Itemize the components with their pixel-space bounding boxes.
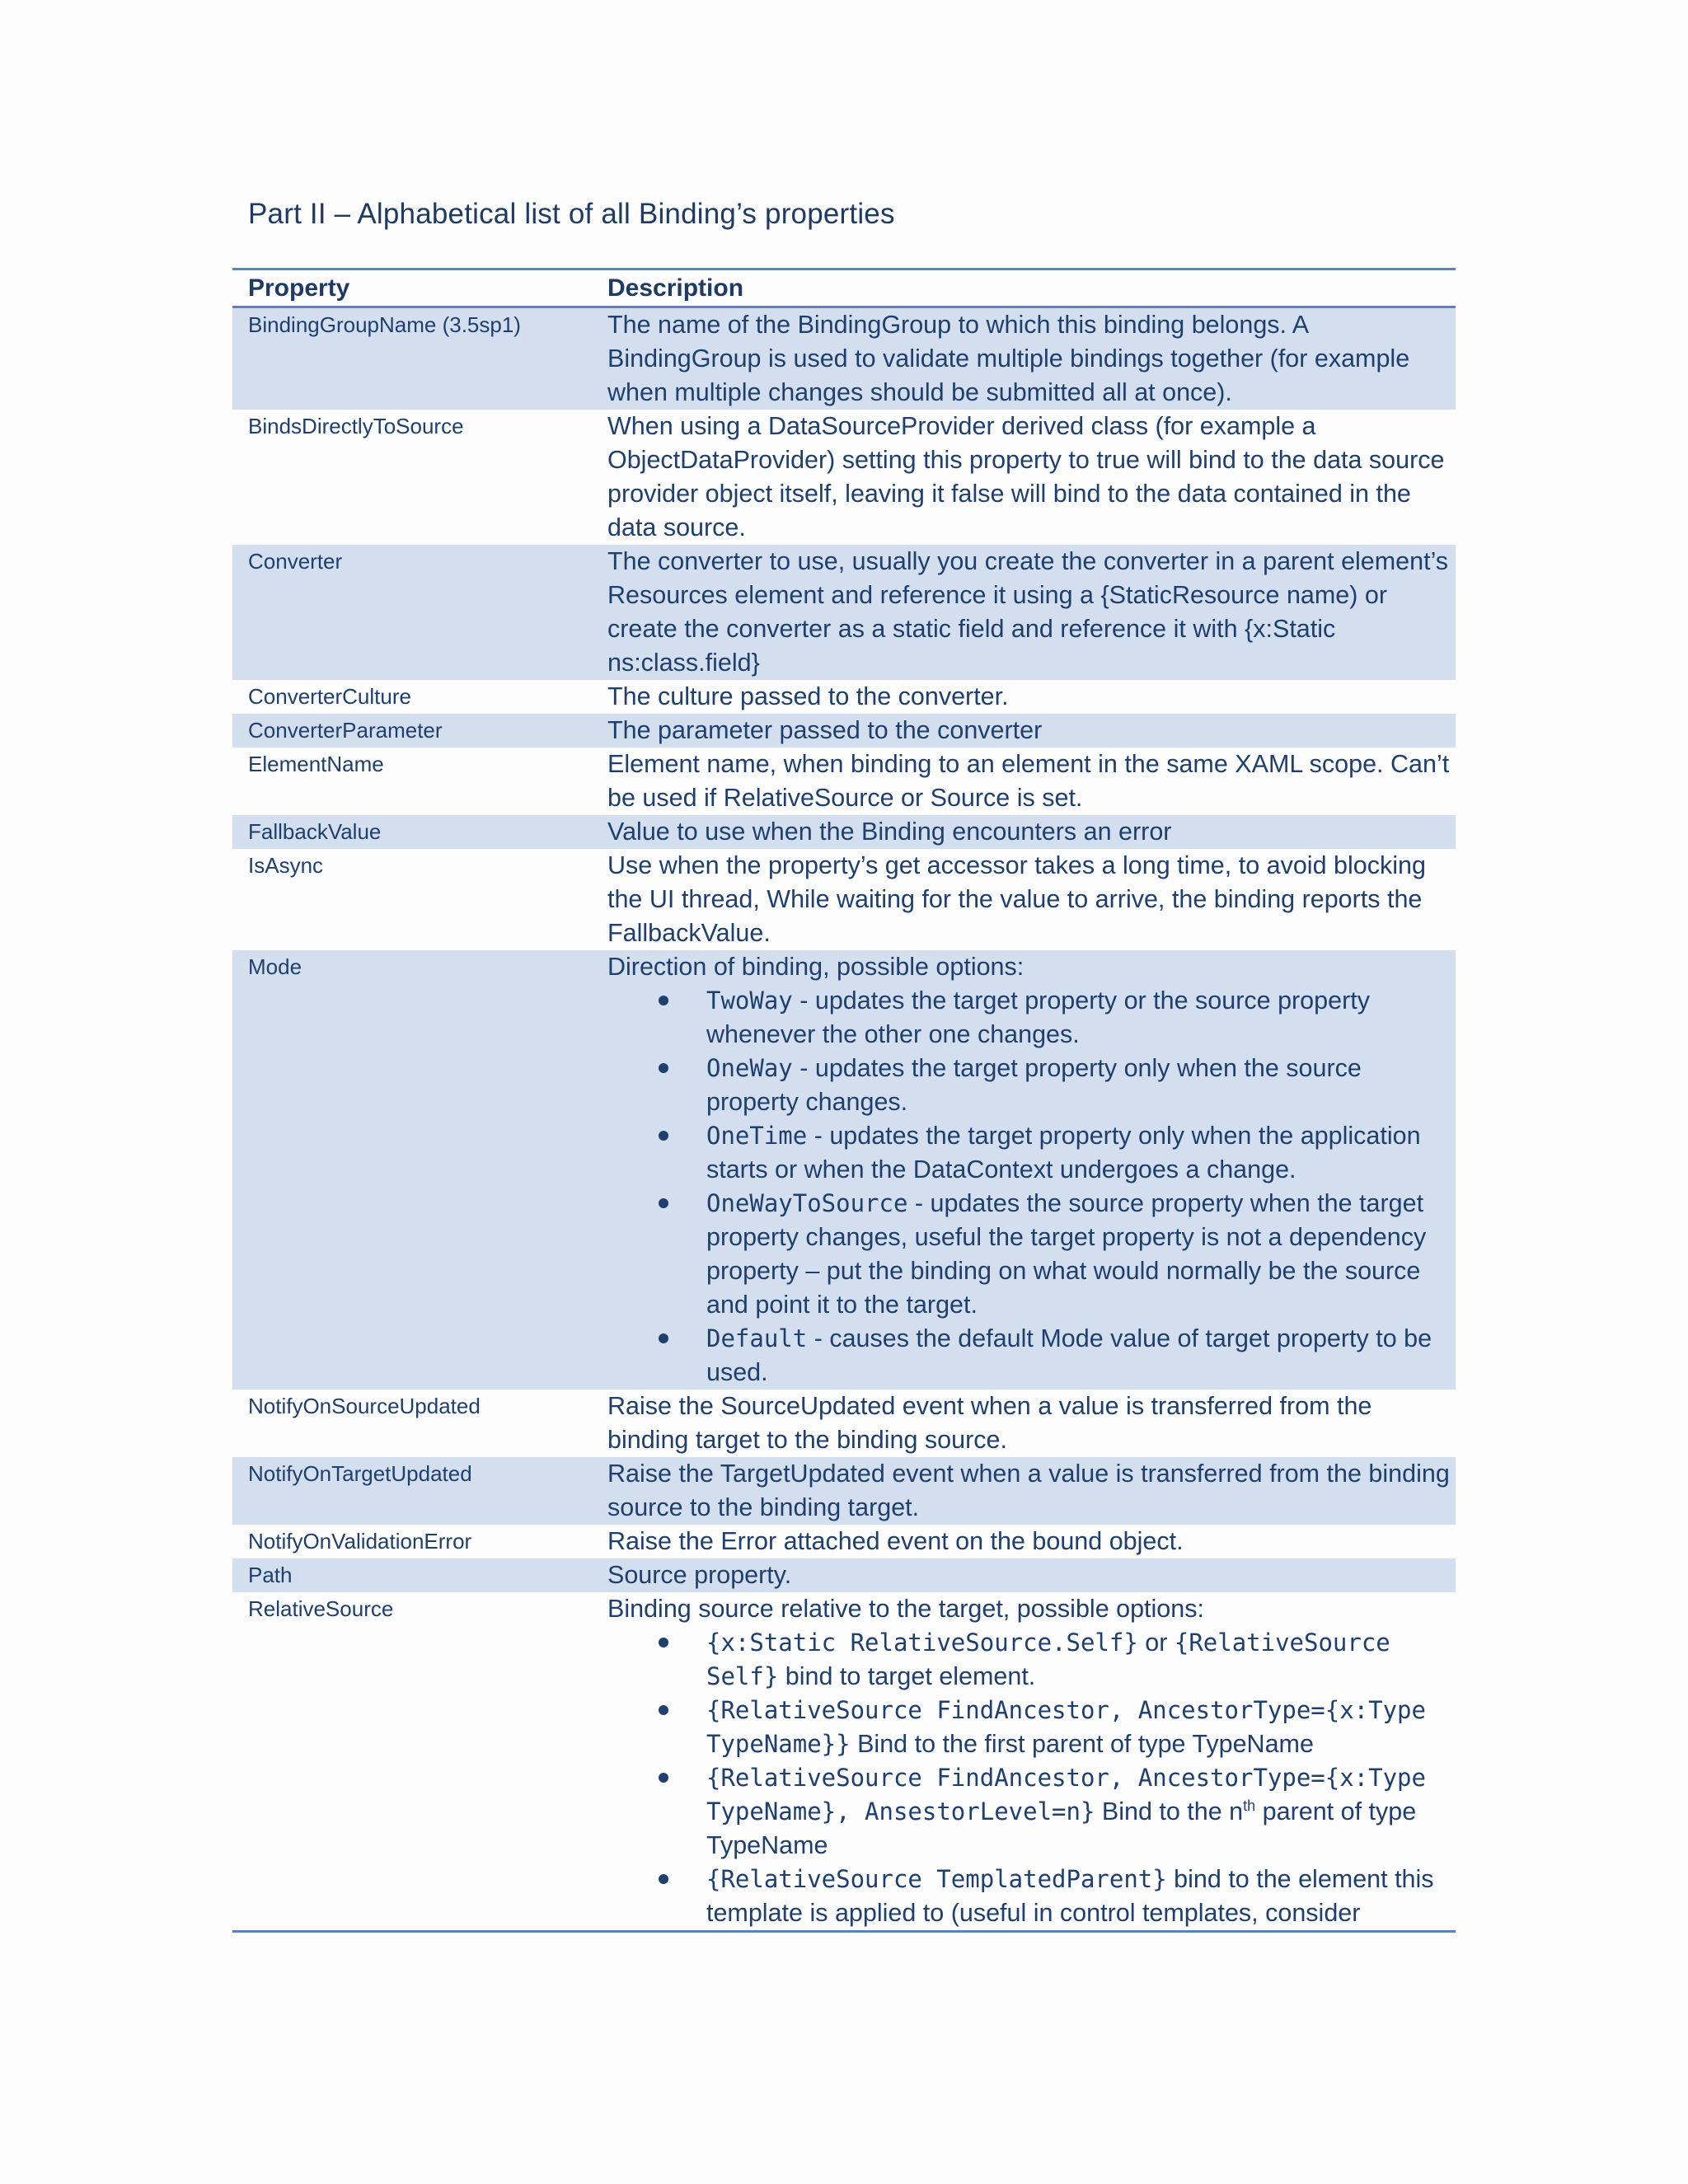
table-row <box>232 1457 1456 1525</box>
header-description: Description <box>607 274 744 302</box>
page-title: Part II – Alphabetical list of all Binding’s properties <box>248 198 895 230</box>
table-row <box>232 714 1456 748</box>
property-description: Use when the property’s get accessor takes a long time, to avoid blocking the UI thread, While waiting for the value to arrive, the binding reports the FallbackValue. <box>607 851 1426 947</box>
option-text: or <box>1137 1629 1175 1657</box>
list-item <box>607 1322 1451 1390</box>
property-name: Mode <box>248 954 302 979</box>
table-row <box>232 410 1456 545</box>
table-row <box>232 680 1456 714</box>
relativesource-options-list <box>607 1626 1451 1930</box>
description-intro: Binding source relative to the target, possible options: <box>607 1595 1204 1623</box>
option-code: {RelativeSource FindAncestor, AncestorType={x:Type TypeName}} <box>706 1696 1426 1758</box>
bullet-icon <box>659 996 668 1005</box>
property-name: Path <box>248 1563 293 1587</box>
property-description: Raise the TargetUpdated event when a value is transferred from the binding source to the binding target. <box>607 1460 1450 1521</box>
list-item <box>607 1626 1451 1694</box>
table-header <box>232 270 1456 308</box>
property-description <box>585 1592 1456 1930</box>
bullet-icon <box>659 1638 668 1647</box>
property-name: NotifyOnSourceUpdated <box>248 1394 481 1418</box>
property-description: Raise the SourceUpdated event when a value is transferred from the binding target to the binding source. <box>607 1392 1372 1454</box>
mode-options-list <box>607 984 1451 1390</box>
list-item <box>607 1119 1451 1187</box>
property-name: IsAsync <box>248 853 324 878</box>
list-item <box>607 1694 1451 1761</box>
option-code: {x:Static RelativeSource.Self} <box>706 1629 1138 1657</box>
property-description: Element name, when binding to an element in the same XAML scope. Can’t be used if RelativeSource or Source is set. <box>607 750 1450 812</box>
table-row <box>232 308 1456 410</box>
bullet-icon <box>659 1131 668 1141</box>
property-description: The name of the BindingGroup to which this binding belongs. A BindingGroup is used to validate multiple bindings together (for example when multiple changes should be submitted all at once). <box>607 311 1410 406</box>
option-code: OneTime <box>706 1122 808 1150</box>
property-description: The parameter passed to the converter <box>607 716 1043 744</box>
table-row <box>232 950 1456 1390</box>
table-row <box>232 1390 1456 1457</box>
option-text: Bind to the first parent of type TypeName <box>850 1730 1314 1758</box>
table-row <box>232 1558 1456 1592</box>
property-name: ConverterCulture <box>248 684 411 709</box>
list-item <box>607 1187 1451 1322</box>
option-code: {RelativeSource TemplatedParent} <box>706 1865 1167 1893</box>
property-name: NotifyOnValidationError <box>248 1529 472 1554</box>
table-row <box>232 1592 1456 1930</box>
bullet-icon <box>659 1874 668 1884</box>
option-text: - updates the target property or the source property whenever the other one changes. <box>706 987 1370 1048</box>
bullet-icon <box>659 1705 668 1715</box>
option-text: - updates the target property only when the source property changes. <box>706 1054 1362 1116</box>
option-text: - causes the default Mode value of target property to be used. <box>706 1324 1432 1386</box>
option-code: Default <box>706 1324 808 1352</box>
property-name: NotifyOnTargetUpdated <box>248 1461 472 1486</box>
option-code: {RelativeSource FindAncestor, AncestorType={x:Type TypeName}, AnsestorLevel=n} <box>706 1764 1426 1825</box>
bullet-icon <box>659 1333 668 1343</box>
property-description: Raise the Error attached event on the bound object. <box>607 1527 1184 1555</box>
option-code-alt: {RelativeSource Self} <box>706 1629 1390 1690</box>
bullet-icon <box>659 1063 668 1073</box>
option-text: bind to the element this template is applied to (useful in control templates, consider <box>706 1865 1434 1927</box>
option-text-tail: parent of type TypeName <box>706 1797 1417 1859</box>
property-description: When using a DataSourceProvider derived class (for example a ObjectDataProvider) setting this property to true will bind to the data source provider object itself, leaving it false will bind to the data contained in the data source. <box>607 412 1445 541</box>
list-item <box>607 1761 1451 1863</box>
option-code: OneWay <box>706 1054 793 1082</box>
option-text: - updates the source property when the target property changes, useful the target property is not a dependency property – put the binding on what would normally be the source and point it to the target. <box>706 1189 1427 1319</box>
option-text: - updates the target property only when the application starts or when the DataContext undergoes a change. <box>706 1122 1421 1183</box>
bullet-icon <box>659 1773 668 1783</box>
properties-table <box>232 268 1456 1933</box>
property-description <box>585 950 1456 1390</box>
property-name: FallbackValue <box>248 819 382 844</box>
property-name: ElementName <box>248 752 384 776</box>
table-row <box>232 1525 1456 1558</box>
table-row <box>232 815 1456 849</box>
option-text: Bind to the n <box>1095 1797 1244 1825</box>
property-description: The converter to use, usually you create the converter in a parent element’s Resources element and reference it using a {StaticResource name) or create the converter as a static field and reference it with {x:Static ns:class.field} <box>607 547 1449 677</box>
header-property: Property <box>248 274 350 302</box>
description-intro: Direction of binding, possible options: <box>607 953 1025 981</box>
property-name: BindsDirectlyToSource <box>248 414 464 438</box>
property-name: BindingGroupName (3.5sp1) <box>248 312 521 337</box>
ordinal-superscript: th <box>1243 1797 1256 1814</box>
bullet-icon <box>659 1198 668 1208</box>
table-row <box>232 545 1456 680</box>
option-text-tail: bind to target element. <box>778 1662 1036 1690</box>
list-item <box>607 984 1451 1052</box>
property-name: RelativeSource <box>248 1596 394 1621</box>
option-code: TwoWay <box>706 987 793 1015</box>
list-item <box>607 1863 1451 1930</box>
property-description: Source property. <box>607 1561 792 1589</box>
property-description: Value to use when the Binding encounters an error <box>607 818 1172 846</box>
table-row <box>232 849 1456 950</box>
property-name: ConverterParameter <box>248 718 443 743</box>
option-code: OneWayToSource <box>706 1189 908 1217</box>
table-row <box>232 748 1456 815</box>
property-description: The culture passed to the converter. <box>607 682 1009 710</box>
property-name: Converter <box>248 549 343 574</box>
list-item <box>607 1052 1451 1119</box>
